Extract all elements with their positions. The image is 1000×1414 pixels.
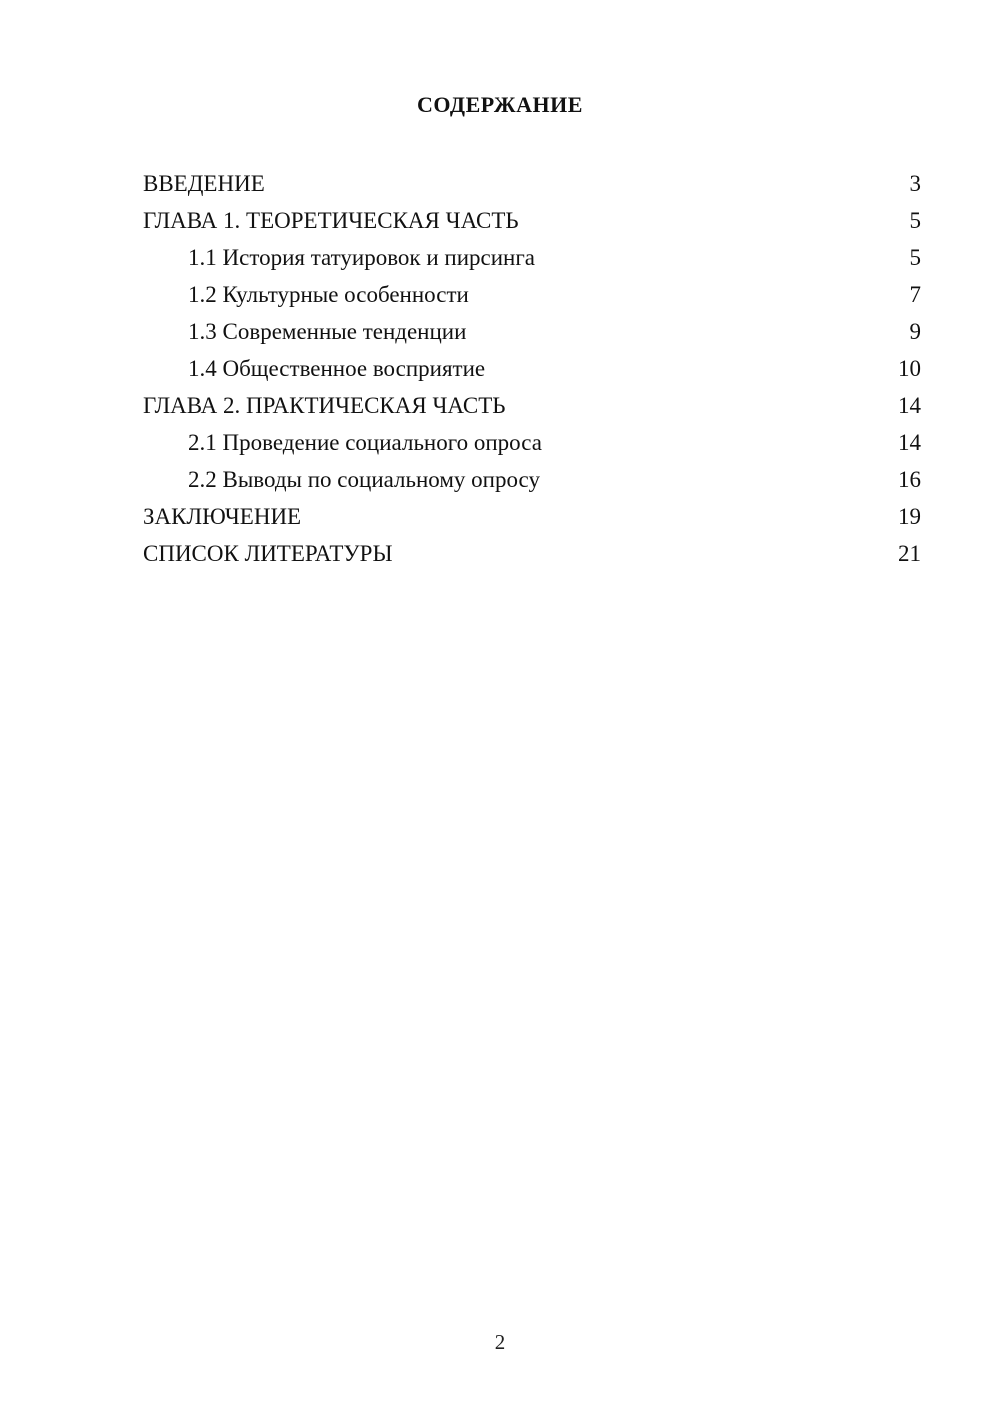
- toc-entry-label: ЗАКЛЮЧЕНИЕ: [143, 504, 302, 529]
- toc-entry-page: 14: [898, 430, 921, 455]
- page-footer-number: 2: [494, 1330, 506, 1354]
- toc-entry-page: 9: [909, 319, 921, 344]
- toc-entry[interactable]: [143, 350, 923, 387]
- toc-entry[interactable]: [143, 424, 923, 461]
- toc-entry[interactable]: [143, 498, 923, 535]
- toc-entry[interactable]: [143, 276, 923, 313]
- toc-entry-page: 3: [909, 171, 921, 196]
- toc-entry[interactable]: [143, 535, 923, 572]
- toc-entry[interactable]: [143, 202, 923, 239]
- toc-entry-label: 1.3 Современные тенденции: [188, 319, 467, 344]
- toc-entry[interactable]: [143, 387, 923, 424]
- toc-entry-label: ГЛАВА 1. ТЕОРЕТИЧЕСКАЯ ЧАСТЬ: [143, 208, 519, 233]
- toc-entry-page: 16: [898, 467, 921, 492]
- toc-entry-page: 7: [909, 282, 921, 307]
- toc-entry[interactable]: [143, 461, 923, 498]
- toc-entry-page: 10: [898, 356, 921, 381]
- toc-entry-page: 5: [909, 245, 921, 270]
- toc-entry-label: ВВЕДЕНИЕ: [143, 171, 265, 196]
- toc-entry-label: 1.1 История татуировок и пирсинга: [188, 245, 535, 270]
- toc-entry[interactable]: [143, 313, 923, 350]
- toc-entry[interactable]: [143, 239, 923, 276]
- toc-entry-label: 2.2 Выводы по социальному опросу: [188, 467, 540, 492]
- toc-entry[interactable]: [143, 165, 923, 202]
- toc-entry-label: 1.2 Культурные особенности: [188, 282, 469, 307]
- toc-entry-page: 5: [909, 208, 921, 233]
- toc-entry-page: 14: [898, 393, 921, 418]
- toc-entry-page: 19: [898, 504, 921, 529]
- toc-entry-label: СПИСОК ЛИТЕРАТУРЫ: [143, 541, 393, 566]
- toc-entry-label: 1.4 Общественное восприятие: [188, 356, 486, 381]
- toc-entry-label: ГЛАВА 2. ПРАКТИЧЕСКАЯ ЧАСТЬ: [143, 393, 506, 418]
- page-title: СОДЕРЖАНИЕ: [417, 92, 583, 117]
- toc-entry-label: 2.1 Проведение социального опроса: [188, 430, 542, 455]
- toc-entry-page: 21: [898, 541, 921, 566]
- table-of-contents: [143, 165, 923, 572]
